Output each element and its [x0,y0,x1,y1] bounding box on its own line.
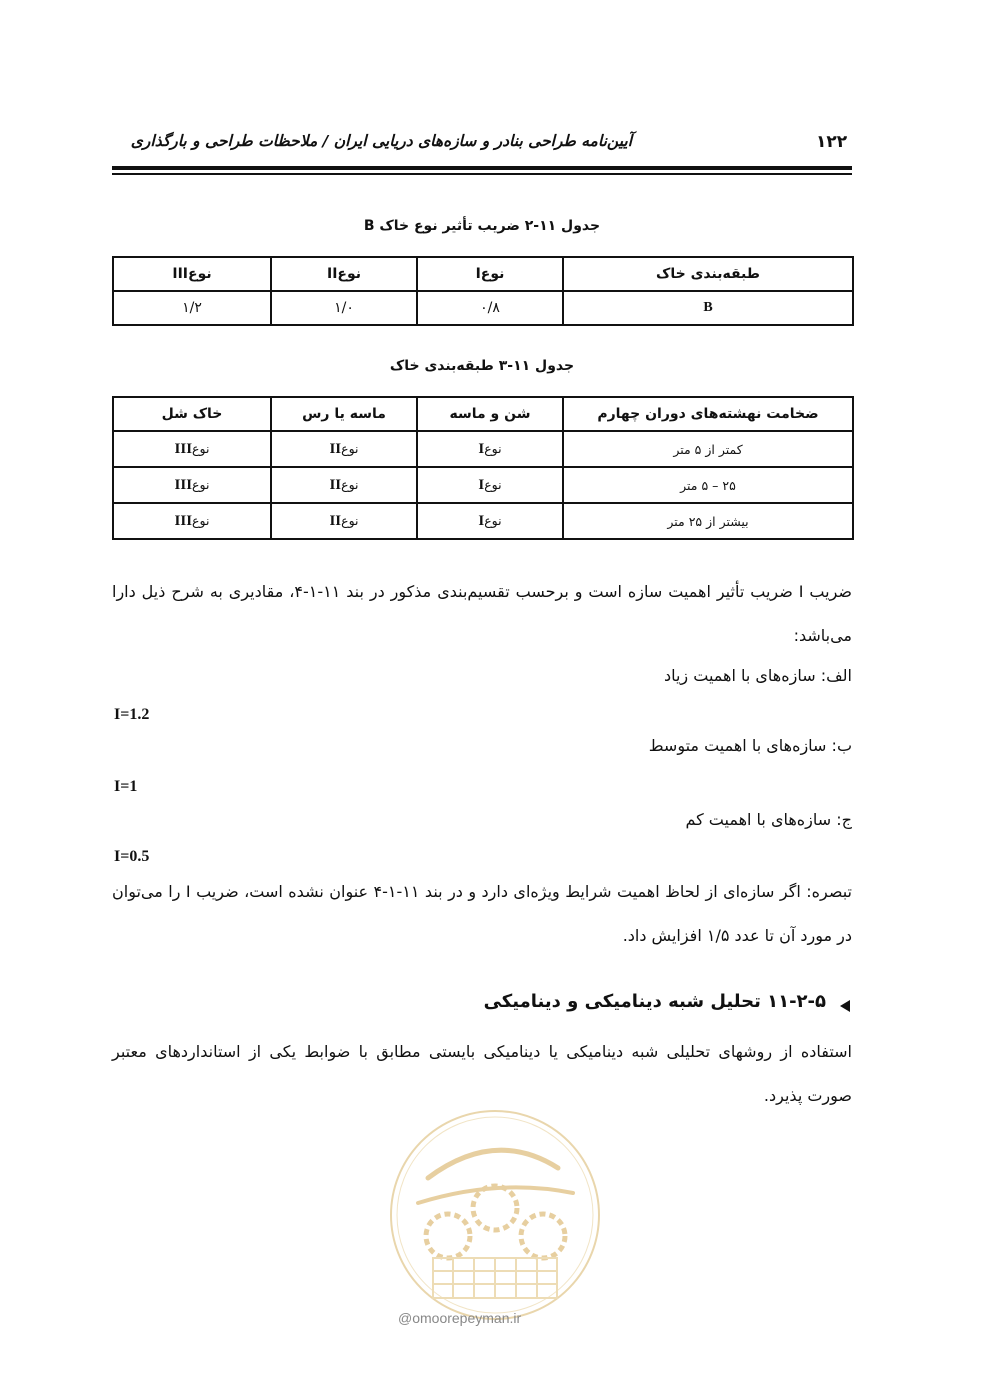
type-value: II [329,476,342,493]
table2-caption: جدول ۱۱-۳ طبقه‌بندی خاک [389,358,575,374]
table-row [113,467,853,503]
type-prefix: نوع [192,440,210,456]
type-prefix: نوع [484,476,502,492]
table2-cell [417,503,563,539]
table2-cell [417,467,563,503]
table1-cell: B [563,291,853,325]
type-prefix: نوع [341,440,359,456]
table1-header: نوعI [417,257,563,291]
type-value: III [174,512,193,529]
type-prefix: نوع [341,512,359,528]
type-value: III [174,476,193,493]
type-prefix: نوع [484,440,502,456]
table1-caption: جدول ۱۱-۲ ضریب تأثیر نوع خاک B [363,218,601,234]
importance-formula-low: I=0.5 [114,848,150,865]
table2-header: ضخامت نهشته‌های دوران چهارم [563,397,853,431]
watermark-url: @omoorepeyman.ir [398,1310,522,1326]
table2-cell: ۲۵ – ۵ متر [563,467,853,503]
importance-formula-medium: I=1 [114,778,138,795]
table2-header: ماسه یا رس [271,397,417,431]
table2-header: خاک شل [113,397,271,431]
running-title: آیین‌نامه طراحی بنادر و سازه‌های دریایی ایران / ملاحظات طراحی و بارگذاری [130,132,632,150]
type-prefix: نوع [484,512,502,528]
table-row [113,431,853,467]
importance-item-high: الف: سازه‌های با اهمیت زیاد [663,666,852,685]
type-prefix: نوع [192,512,210,528]
table2-cell [113,467,271,503]
type-value: I [478,440,485,457]
table2-cell [113,503,271,539]
table2-cell: کمتر از ۵ متر [563,431,853,467]
table2-cell [271,503,417,539]
importance-item-medium: ب: سازه‌های با اهمیت متوسط [648,736,852,755]
section-paragraph: استفاده از روشهای تحلیلی شبه دینامیکی یا دینامیکی بایستی مطابق با ضوابط یکی از استانداردهای معتبر صورت پذیرد. [112,1042,852,1105]
table1-header: نوعIII [113,257,271,291]
type-value: II [329,440,342,457]
triangle-bullet-icon [840,1000,850,1016]
table1-header: نوعII [271,257,417,291]
table2-cell: بیشتر از ۲۵ متر [563,503,853,539]
type-value: I [478,512,485,529]
table2-cell [271,467,417,503]
intro-paragraph: ضریب I ضریب تأثیر اهمیت سازه است و برحسب تقسیم‌بندی مذکور در بند ۱۱-۱-۴، مقادیری به شرح ذیل دارا می‌باشد: [112,582,852,645]
table1-cell: ۱/۲ [113,291,271,325]
type-value: II [329,512,342,529]
table2-cell [271,431,417,467]
soil-coefficient-table [112,256,854,326]
section-heading: ۱۱-۲-۵ تحلیل شبه دینامیکی و دینامیکی [483,991,826,1012]
table-row [113,503,853,539]
type-value: I [478,476,485,493]
table1-header: طبقه‌بندی خاک [563,257,853,291]
type-value: III [174,440,193,457]
importance-formula-high: I=1.2 [114,706,150,723]
table2-cell [113,431,271,467]
table2-header: شن و ماسه [417,397,563,431]
page-number: ۱۲۲ [816,132,848,152]
soil-classification-table [112,396,854,540]
watermark-logo [388,1108,602,1322]
table1-cell: ۰/۸ [417,291,563,325]
header-rule [112,166,852,170]
table1-cell: ۱/۰ [271,291,417,325]
header-rule-thin [112,173,852,175]
type-prefix: نوع [192,476,210,492]
table2-cell [417,431,563,467]
note-paragraph: تبصره: اگر سازه‌ای از لحاظ اهمیت شرایط ویژه‌ای دارد و در بند ۱۱-۱-۴ عنوان نشده است، ضریب I را می‌توان در مورد آن تا عدد ۱/۵ افزایش داد. [112,882,853,945]
type-prefix: نوع [341,476,359,492]
importance-item-low: ج: سازه‌های با اهمیت کم [685,810,852,829]
